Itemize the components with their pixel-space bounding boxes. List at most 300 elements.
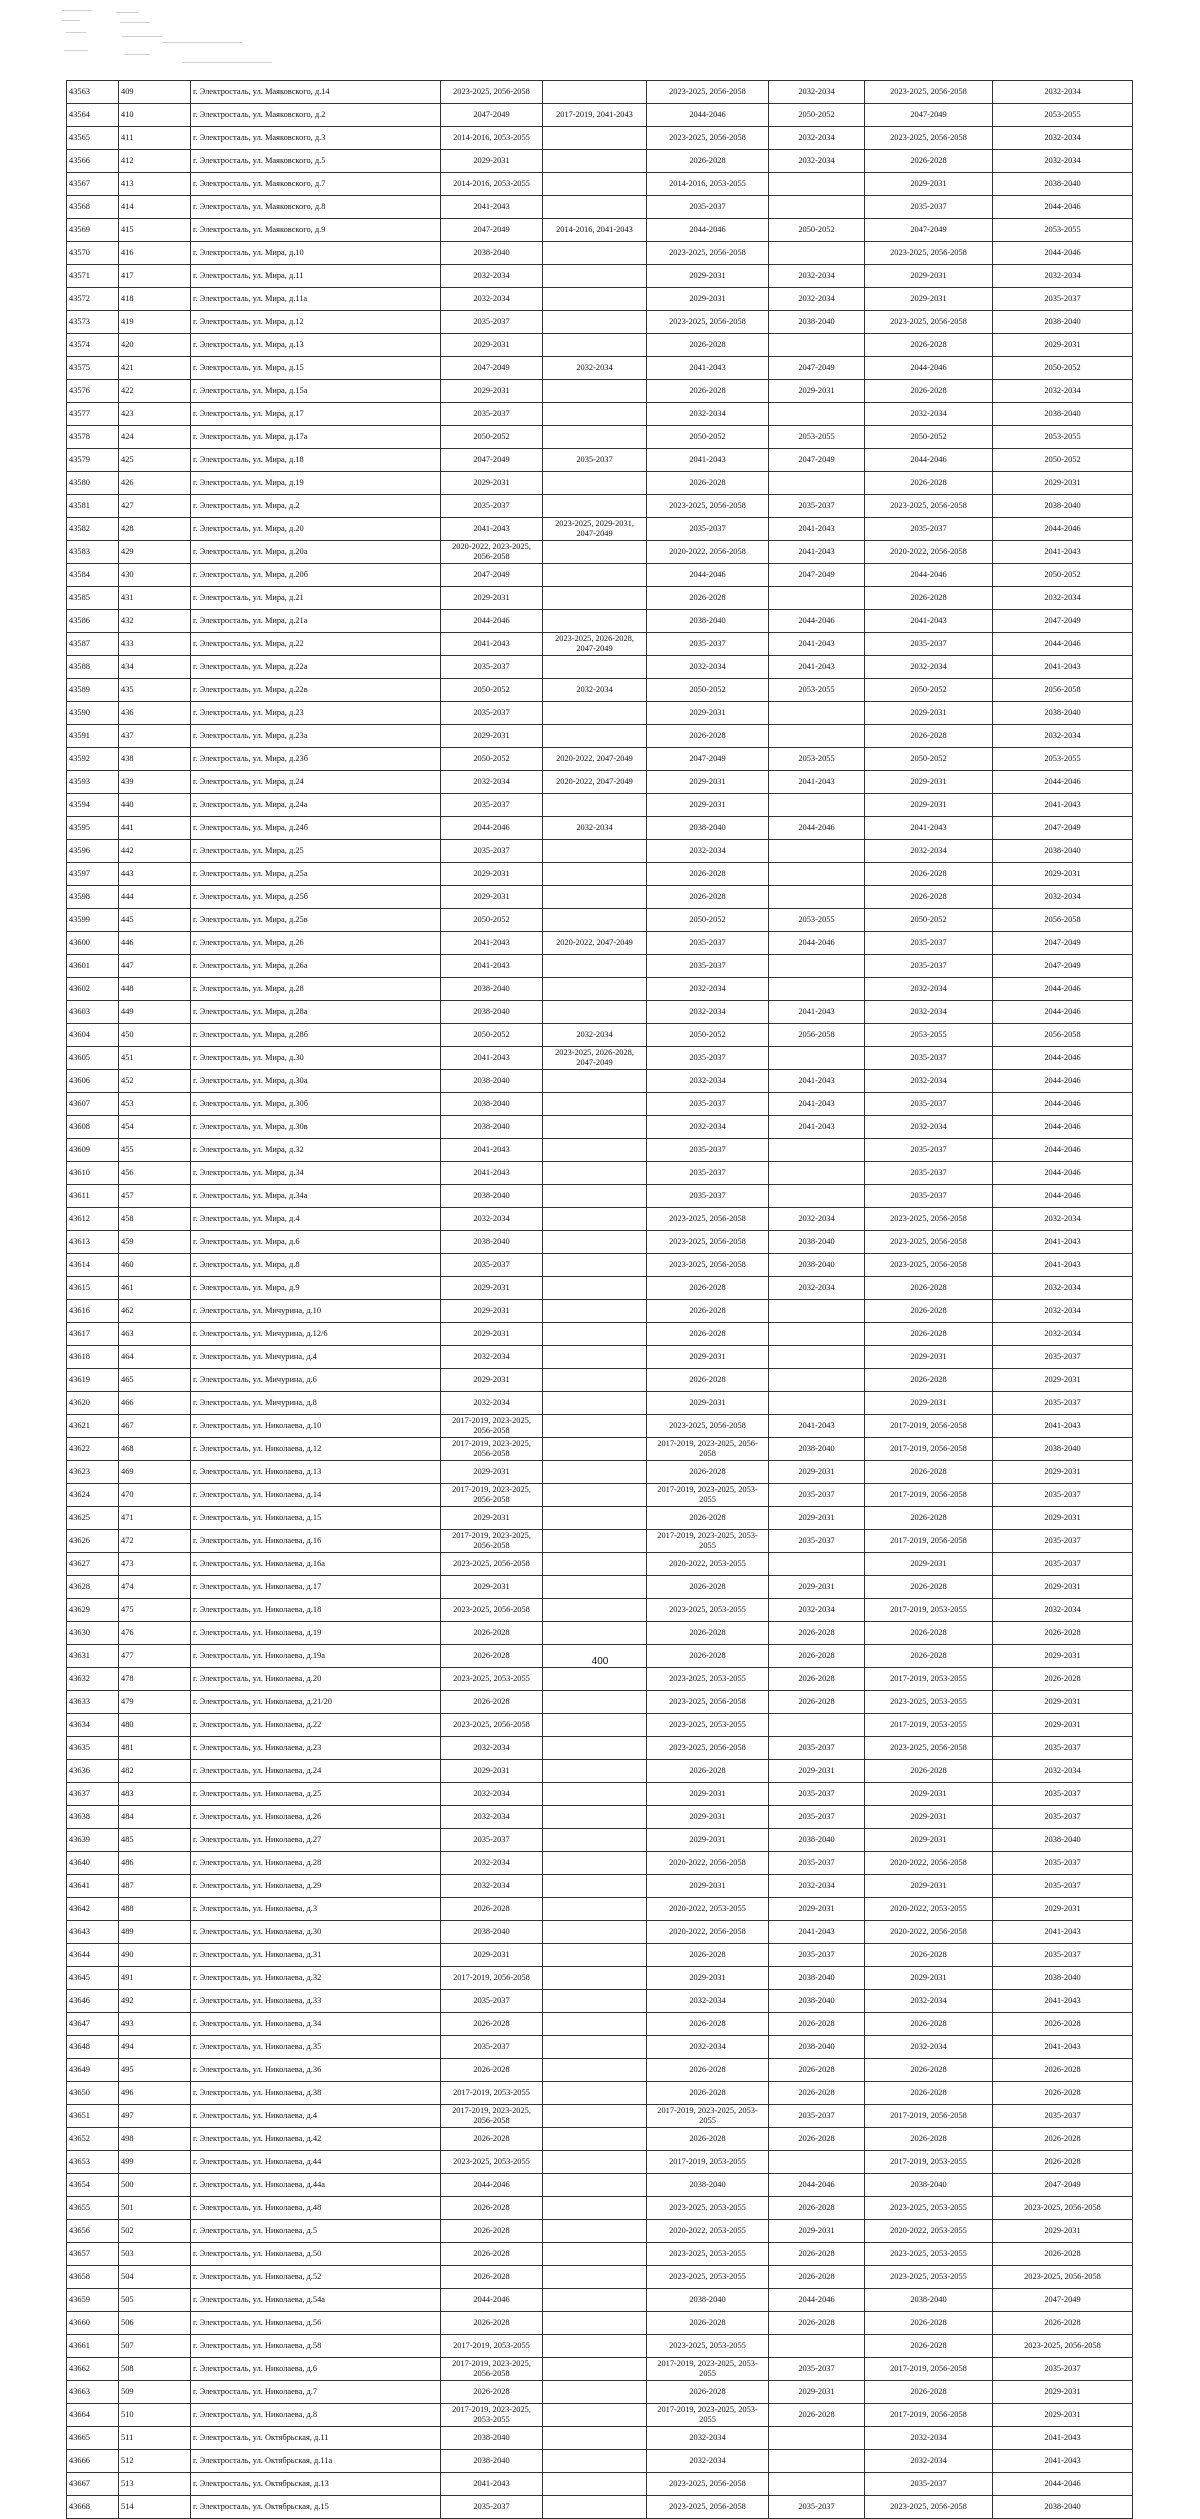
period-2-cell [543, 2243, 647, 2266]
period-1-cell: 2029-2031 [441, 886, 543, 909]
row-number-cell: 494 [119, 2036, 191, 2059]
row-number-cell: 458 [119, 1208, 191, 1231]
record-id-cell: 43594 [67, 794, 119, 817]
period-2-cell [543, 403, 647, 426]
address-cell: г. Электросталь, ул. Маяковского, д.8 [191, 196, 441, 219]
period-2-cell [543, 196, 647, 219]
period-6-cell: 2029-2031 [993, 1369, 1133, 1392]
period-3-cell: 2029-2031 [647, 1806, 769, 1829]
period-6-cell: 2023-2025, 2056-2058 [993, 2266, 1133, 2289]
address-cell: г. Электросталь, ул. Николаева, д.25 [191, 1783, 441, 1806]
period-2-cell [543, 1852, 647, 1875]
period-4-cell: 2029-2031 [769, 1898, 865, 1921]
row-number-cell: 441 [119, 817, 191, 840]
period-3-cell: 2032-2034 [647, 2450, 769, 2473]
record-id-cell: 43659 [67, 2289, 119, 2312]
table-row [67, 1093, 1133, 1116]
period-6-cell: 2053-2055 [993, 104, 1133, 127]
period-6-cell: 2035-2037 [993, 1806, 1133, 1829]
period-1-cell: 2020-2022, 2023-2025, 2056-2058 [441, 541, 543, 564]
table-row [67, 2289, 1133, 2312]
period-3-cell: 2017-2019, 2023-2025, 2053-2055 [647, 1484, 769, 1507]
period-2-cell [543, 1990, 647, 2013]
table-row [67, 2082, 1133, 2105]
period-2-cell [543, 1668, 647, 1691]
period-2-cell [543, 472, 647, 495]
period-2-cell [543, 1967, 647, 1990]
period-4-cell: 2041-2043 [769, 518, 865, 541]
period-6-cell: 2035-2037 [993, 1783, 1133, 1806]
period-1-cell: 2023-2025, 2056-2058 [441, 1553, 543, 1576]
period-6-cell: 2032-2034 [993, 150, 1133, 173]
row-number-cell: 415 [119, 219, 191, 242]
period-3-cell: 2026-2028 [647, 886, 769, 909]
period-2-cell [543, 1898, 647, 1921]
record-id-cell: 43646 [67, 1990, 119, 2013]
address-cell: г. Электросталь, ул. Мира, д.22 [191, 633, 441, 656]
period-6-cell: 2035-2037 [993, 1944, 1133, 1967]
period-3-cell: 2020-2022, 2056-2058 [647, 1921, 769, 1944]
period-2-cell: 2032-2034 [543, 679, 647, 702]
period-3-cell: 2023-2025, 2056-2058 [647, 2496, 769, 2519]
address-cell: г. Электросталь, ул. Мира, д.32 [191, 1139, 441, 1162]
row-number-cell: 442 [119, 840, 191, 863]
address-cell: г. Электросталь, ул. Мичурина, д.8 [191, 1392, 441, 1415]
record-id-cell: 43642 [67, 1898, 119, 1921]
row-number-cell: 432 [119, 610, 191, 633]
period-6-cell: 2056-2058 [993, 1024, 1133, 1047]
period-2-cell [543, 2358, 647, 2381]
table-row [67, 886, 1133, 909]
period-4-cell: 2044-2046 [769, 610, 865, 633]
table-row [67, 81, 1133, 104]
period-5-cell: 2023-2025, 2053-2055 [865, 2266, 993, 2289]
period-1-cell: 2035-2037 [441, 1254, 543, 1277]
table-row [67, 932, 1133, 955]
period-6-cell: 2029-2031 [993, 1576, 1133, 1599]
period-4-cell: 2044-2046 [769, 817, 865, 840]
period-2-cell: 2032-2034 [543, 1024, 647, 1047]
period-3-cell: 2026-2028 [647, 2082, 769, 2105]
period-4-cell: 2029-2031 [769, 1461, 865, 1484]
record-id-cell: 43641 [67, 1875, 119, 1898]
row-number-cell: 512 [119, 2450, 191, 2473]
address-cell: г. Электросталь, ул. Николаева, д.33 [191, 1990, 441, 2013]
table-row [67, 955, 1133, 978]
period-6-cell: 2041-2043 [993, 1921, 1133, 1944]
period-6-cell: 2044-2046 [993, 1047, 1133, 1070]
period-2-cell [543, 288, 647, 311]
period-1-cell: 2035-2037 [441, 656, 543, 679]
table-row [67, 1990, 1133, 2013]
table-row [67, 2450, 1133, 2473]
period-5-cell: 2032-2034 [865, 840, 993, 863]
address-cell: г. Электросталь, ул. Маяковского, д.14 [191, 81, 441, 104]
period-1-cell: 2029-2031 [441, 1300, 543, 1323]
period-2-cell [543, 2266, 647, 2289]
period-4-cell: 2032-2034 [769, 1208, 865, 1231]
period-2-cell [543, 242, 647, 265]
record-id-cell: 43634 [67, 1714, 119, 1737]
period-3-cell: 2029-2031 [647, 288, 769, 311]
period-1-cell: 2044-2046 [441, 817, 543, 840]
row-number-cell: 481 [119, 1737, 191, 1760]
row-number-cell: 505 [119, 2289, 191, 2312]
period-1-cell: 2029-2031 [441, 1461, 543, 1484]
period-1-cell: 2032-2034 [441, 1806, 543, 1829]
table-row [67, 2404, 1133, 2427]
period-1-cell: 2050-2052 [441, 426, 543, 449]
period-4-cell: 2026-2028 [769, 2266, 865, 2289]
address-cell: г. Электросталь, ул. Мира, д.23 [191, 702, 441, 725]
row-number-cell: 459 [119, 1231, 191, 1254]
period-4-cell: 2038-2040 [769, 1254, 865, 1277]
period-3-cell: 2032-2034 [647, 656, 769, 679]
table-row [67, 679, 1133, 702]
row-number-cell: 465 [119, 1369, 191, 1392]
address-cell: г. Электросталь, ул. Николаева, д.18 [191, 1599, 441, 1622]
table-row [67, 1599, 1133, 1622]
period-1-cell: 2032-2034 [441, 1852, 543, 1875]
address-cell: г. Электросталь, ул. Николаева, д.14 [191, 1484, 441, 1507]
table-row [67, 2312, 1133, 2335]
record-id-cell: 43648 [67, 2036, 119, 2059]
row-number-cell: 495 [119, 2059, 191, 2082]
table-row [67, 426, 1133, 449]
period-4-cell: 2032-2034 [769, 127, 865, 150]
period-6-cell: 2044-2046 [993, 1116, 1133, 1139]
period-6-cell: 2032-2034 [993, 265, 1133, 288]
record-id-cell: 43654 [67, 2174, 119, 2197]
period-5-cell: 2017-2019, 2053-2055 [865, 2151, 993, 2174]
period-5-cell: 2026-2028 [865, 1760, 993, 1783]
row-number-cell: 504 [119, 2266, 191, 2289]
period-3-cell: 2020-2022, 2053-2055 [647, 1898, 769, 1921]
record-id-cell: 43636 [67, 1760, 119, 1783]
period-2-cell [543, 426, 647, 449]
period-5-cell: 2026-2028 [865, 334, 993, 357]
table-row [67, 1461, 1133, 1484]
table-row [67, 1875, 1133, 1898]
period-6-cell: 2041-2043 [993, 2036, 1133, 2059]
row-number-cell: 486 [119, 1852, 191, 1875]
record-id-cell: 43572 [67, 288, 119, 311]
period-5-cell: 2035-2037 [865, 1047, 993, 1070]
row-number-cell: 421 [119, 357, 191, 380]
row-number-cell: 437 [119, 725, 191, 748]
row-number-cell: 471 [119, 1507, 191, 1530]
period-3-cell: 2023-2025, 2053-2055 [647, 1668, 769, 1691]
period-3-cell: 2017-2019, 2023-2025, 2053-2055 [647, 2105, 769, 2128]
address-cell: г. Электросталь, ул. Мира, д.24 [191, 771, 441, 794]
row-number-cell: 418 [119, 288, 191, 311]
period-6-cell: 2035-2037 [993, 2105, 1133, 2128]
period-6-cell: 2023-2025, 2056-2058 [993, 2197, 1133, 2220]
address-cell: г. Электросталь, ул. Николаева, д.19а [191, 1645, 441, 1668]
table-row [67, 2266, 1133, 2289]
row-number-cell: 450 [119, 1024, 191, 1047]
period-6-cell: 2044-2046 [993, 242, 1133, 265]
period-1-cell: 2017-2019, 2023-2025, 2056-2058 [441, 1484, 543, 1507]
period-2-cell [543, 1162, 647, 1185]
period-4-cell: 2026-2028 [769, 2312, 865, 2335]
period-1-cell: 2029-2031 [441, 1323, 543, 1346]
address-cell: г. Электросталь, ул. Мира, д.30 [191, 1047, 441, 1070]
period-5-cell: 2035-2037 [865, 196, 993, 219]
record-id-cell: 43590 [67, 702, 119, 725]
table-row [67, 1898, 1133, 1921]
period-2-cell: 2035-2037 [543, 449, 647, 472]
period-3-cell: 2026-2028 [647, 1645, 769, 1668]
period-6-cell: 2035-2037 [993, 1392, 1133, 1415]
period-1-cell: 2023-2025, 2056-2058 [441, 1599, 543, 1622]
period-5-cell: 2038-2040 [865, 2289, 993, 2312]
period-1-cell: 2026-2028 [441, 2220, 543, 2243]
period-5-cell: 2050-2052 [865, 426, 993, 449]
address-cell: г. Электросталь, ул. Николаева, д.30 [191, 1921, 441, 1944]
period-4-cell: 2032-2034 [769, 265, 865, 288]
address-cell: г. Электросталь, ул. Мира, д.34а [191, 1185, 441, 1208]
period-4-cell: 2038-2040 [769, 311, 865, 334]
period-5-cell: 2029-2031 [865, 1553, 993, 1576]
period-4-cell [769, 955, 865, 978]
period-6-cell: 2026-2028 [993, 2151, 1133, 2174]
row-number-cell: 479 [119, 1691, 191, 1714]
row-number-cell: 468 [119, 1438, 191, 1461]
table-row [67, 2013, 1133, 2036]
period-2-cell [543, 1346, 647, 1369]
period-6-cell: 2026-2028 [993, 2243, 1133, 2266]
period-1-cell: 2023-2025, 2056-2058 [441, 81, 543, 104]
period-4-cell: 2029-2031 [769, 1760, 865, 1783]
period-4-cell: 2041-2043 [769, 1093, 865, 1116]
period-3-cell: 2029-2031 [647, 771, 769, 794]
row-number-cell: 427 [119, 495, 191, 518]
period-4-cell: 2041-2043 [769, 633, 865, 656]
row-number-cell: 464 [119, 1346, 191, 1369]
period-4-cell: 2026-2028 [769, 1691, 865, 1714]
period-2-cell [543, 1300, 647, 1323]
address-cell: г. Электросталь, ул. Мира, д.25 [191, 840, 441, 863]
row-number-cell: 419 [119, 311, 191, 334]
period-5-cell: 2035-2037 [865, 932, 993, 955]
table-row [67, 150, 1133, 173]
period-6-cell: 2050-2052 [993, 564, 1133, 587]
period-2-cell [543, 1139, 647, 1162]
period-6-cell: 2029-2031 [993, 2404, 1133, 2427]
period-6-cell: 2029-2031 [993, 334, 1133, 357]
period-1-cell: 2032-2034 [441, 1875, 543, 1898]
period-5-cell: 2035-2037 [865, 1139, 993, 1162]
period-2-cell [543, 886, 647, 909]
table-row [67, 127, 1133, 150]
record-id-cell: 43635 [67, 1737, 119, 1760]
table-row [67, 863, 1133, 886]
period-2-cell [543, 610, 647, 633]
table-row [67, 1576, 1133, 1599]
period-4-cell: 2050-2052 [769, 219, 865, 242]
row-number-cell: 440 [119, 794, 191, 817]
period-6-cell: 2050-2052 [993, 357, 1133, 380]
period-3-cell: 2035-2037 [647, 1162, 769, 1185]
row-number-cell: 514 [119, 2496, 191, 2519]
period-4-cell [769, 587, 865, 610]
period-5-cell: 2029-2031 [865, 1829, 993, 1852]
period-4-cell: 2041-2043 [769, 541, 865, 564]
table-row [67, 1668, 1133, 1691]
row-number-cell: 451 [119, 1047, 191, 1070]
period-1-cell: 2050-2052 [441, 1024, 543, 1047]
period-5-cell: 2017-2019, 2056-2058 [865, 1415, 993, 1438]
period-6-cell: 2038-2040 [993, 702, 1133, 725]
period-1-cell: 2038-2040 [441, 1093, 543, 1116]
row-number-cell: 511 [119, 2427, 191, 2450]
period-2-cell: 2023-2025, 2029-2031, 2047-2049 [543, 518, 647, 541]
period-6-cell: 2056-2058 [993, 679, 1133, 702]
period-3-cell: 2023-2025, 2053-2055 [647, 1599, 769, 1622]
period-2-cell [543, 334, 647, 357]
record-id-cell: 43613 [67, 1231, 119, 1254]
period-5-cell: 2035-2037 [865, 955, 993, 978]
period-5-cell: 2029-2031 [865, 1875, 993, 1898]
period-3-cell: 2026-2028 [647, 1507, 769, 1530]
row-number-cell: 457 [119, 1185, 191, 1208]
table-row [67, 1231, 1133, 1254]
period-4-cell [769, 334, 865, 357]
period-4-cell [769, 196, 865, 219]
record-id-cell: 43622 [67, 1438, 119, 1461]
table-row [67, 2473, 1133, 2496]
row-number-cell: 417 [119, 265, 191, 288]
row-number-cell: 473 [119, 1553, 191, 1576]
period-1-cell: 2032-2034 [441, 1392, 543, 1415]
period-4-cell: 2029-2031 [769, 2381, 865, 2404]
period-3-cell: 2044-2046 [647, 564, 769, 587]
period-5-cell: 2035-2037 [865, 518, 993, 541]
period-4-cell: 2041-2043 [769, 1001, 865, 1024]
period-3-cell: 2029-2031 [647, 794, 769, 817]
address-cell: г. Электросталь, ул. Мира, д.22а [191, 656, 441, 679]
period-4-cell: 2035-2037 [769, 1783, 865, 1806]
period-1-cell: 2032-2034 [441, 1783, 543, 1806]
period-2-cell [543, 173, 647, 196]
period-3-cell: 2029-2031 [647, 1829, 769, 1852]
period-6-cell: 2029-2031 [993, 1714, 1133, 1737]
row-number-cell: 513 [119, 2473, 191, 2496]
period-6-cell: 2035-2037 [993, 1484, 1133, 1507]
period-5-cell: 2044-2046 [865, 357, 993, 380]
period-5-cell: 2026-2028 [865, 1622, 993, 1645]
row-number-cell: 461 [119, 1277, 191, 1300]
period-3-cell: 2023-2025, 2056-2058 [647, 1231, 769, 1254]
address-cell: г. Электросталь, ул. Мира, д.21а [191, 610, 441, 633]
address-cell: г. Электросталь, ул. Мира, д.9 [191, 1277, 441, 1300]
record-id-cell: 43576 [67, 380, 119, 403]
row-number-cell: 483 [119, 1783, 191, 1806]
row-number-cell: 482 [119, 1760, 191, 1783]
address-cell: г. Электросталь, ул. Мира, д.28а [191, 1001, 441, 1024]
period-2-cell: 2014-2016, 2041-2043 [543, 219, 647, 242]
period-6-cell: 2044-2046 [993, 1093, 1133, 1116]
table-row [67, 1691, 1133, 1714]
period-1-cell: 2017-2019, 2023-2025, 2056-2058 [441, 1415, 543, 1438]
period-3-cell: 2032-2034 [647, 978, 769, 1001]
period-4-cell: 2041-2043 [769, 656, 865, 679]
period-6-cell: 2047-2049 [993, 817, 1133, 840]
row-number-cell: 499 [119, 2151, 191, 2174]
period-5-cell: 2026-2028 [865, 1507, 993, 1530]
record-id-cell: 43628 [67, 1576, 119, 1599]
period-2-cell [543, 2197, 647, 2220]
period-6-cell: 2041-2043 [993, 1254, 1133, 1277]
period-3-cell: 2017-2019, 2023-2025, 2053-2055 [647, 1530, 769, 1553]
period-5-cell: 2026-2028 [865, 2128, 993, 2151]
address-cell: г. Электросталь, ул. Мира, д.25в [191, 909, 441, 932]
period-5-cell: 2050-2052 [865, 679, 993, 702]
row-number-cell: 470 [119, 1484, 191, 1507]
period-6-cell: 2038-2040 [993, 1829, 1133, 1852]
table-row [67, 1829, 1133, 1852]
record-id-cell: 43605 [67, 1047, 119, 1070]
row-number-cell: 416 [119, 242, 191, 265]
period-4-cell [769, 1047, 865, 1070]
record-id-cell: 43664 [67, 2404, 119, 2427]
period-6-cell: 2029-2031 [993, 2220, 1133, 2243]
period-1-cell: 2035-2037 [441, 495, 543, 518]
record-id-cell: 43566 [67, 150, 119, 173]
row-number-cell: 444 [119, 886, 191, 909]
period-4-cell: 2026-2028 [769, 2404, 865, 2427]
period-2-cell: 2020-2022, 2047-2049 [543, 771, 647, 794]
table-row [67, 771, 1133, 794]
address-cell: г. Электросталь, ул. Николаева, д.8 [191, 2404, 441, 2427]
period-1-cell: 2038-2040 [441, 1116, 543, 1139]
table-row [67, 2036, 1133, 2059]
row-number-cell: 500 [119, 2174, 191, 2197]
period-6-cell: 2032-2034 [993, 127, 1133, 150]
record-id-cell: 43656 [67, 2220, 119, 2243]
period-2-cell [543, 1185, 647, 1208]
period-5-cell: 2026-2028 [865, 472, 993, 495]
record-id-cell: 43668 [67, 2496, 119, 2519]
address-cell: г. Электросталь, ул. Николаева, д.34 [191, 2013, 441, 2036]
period-1-cell: 2029-2031 [441, 587, 543, 610]
row-number-cell: 456 [119, 1162, 191, 1185]
period-3-cell: 2026-2028 [647, 2128, 769, 2151]
record-id-cell: 43582 [67, 518, 119, 541]
address-cell: г. Электросталь, ул. Мира, д.17а [191, 426, 441, 449]
period-4-cell: 2035-2037 [769, 495, 865, 518]
period-2-cell [543, 978, 647, 1001]
record-id-cell: 43580 [67, 472, 119, 495]
period-4-cell [769, 2151, 865, 2174]
period-5-cell: 2017-2019, 2053-2055 [865, 1714, 993, 1737]
period-1-cell: 2026-2028 [441, 2013, 543, 2036]
period-4-cell: 2026-2028 [769, 2059, 865, 2082]
record-id-cell: 43570 [67, 242, 119, 265]
address-cell: г. Электросталь, ул. Мира, д.11 [191, 265, 441, 288]
address-cell: г. Электросталь, ул. Николаева, д.58 [191, 2335, 441, 2358]
period-2-cell [543, 1208, 647, 1231]
record-id-cell: 43611 [67, 1185, 119, 1208]
period-1-cell: 2047-2049 [441, 449, 543, 472]
address-cell: г. Электросталь, ул. Николаева, д.44а [191, 2174, 441, 2197]
period-2-cell [543, 2174, 647, 2197]
period-1-cell: 2038-2040 [441, 978, 543, 1001]
period-6-cell: 2044-2046 [993, 1001, 1133, 1024]
period-1-cell: 2038-2040 [441, 1070, 543, 1093]
period-4-cell: 2029-2031 [769, 380, 865, 403]
